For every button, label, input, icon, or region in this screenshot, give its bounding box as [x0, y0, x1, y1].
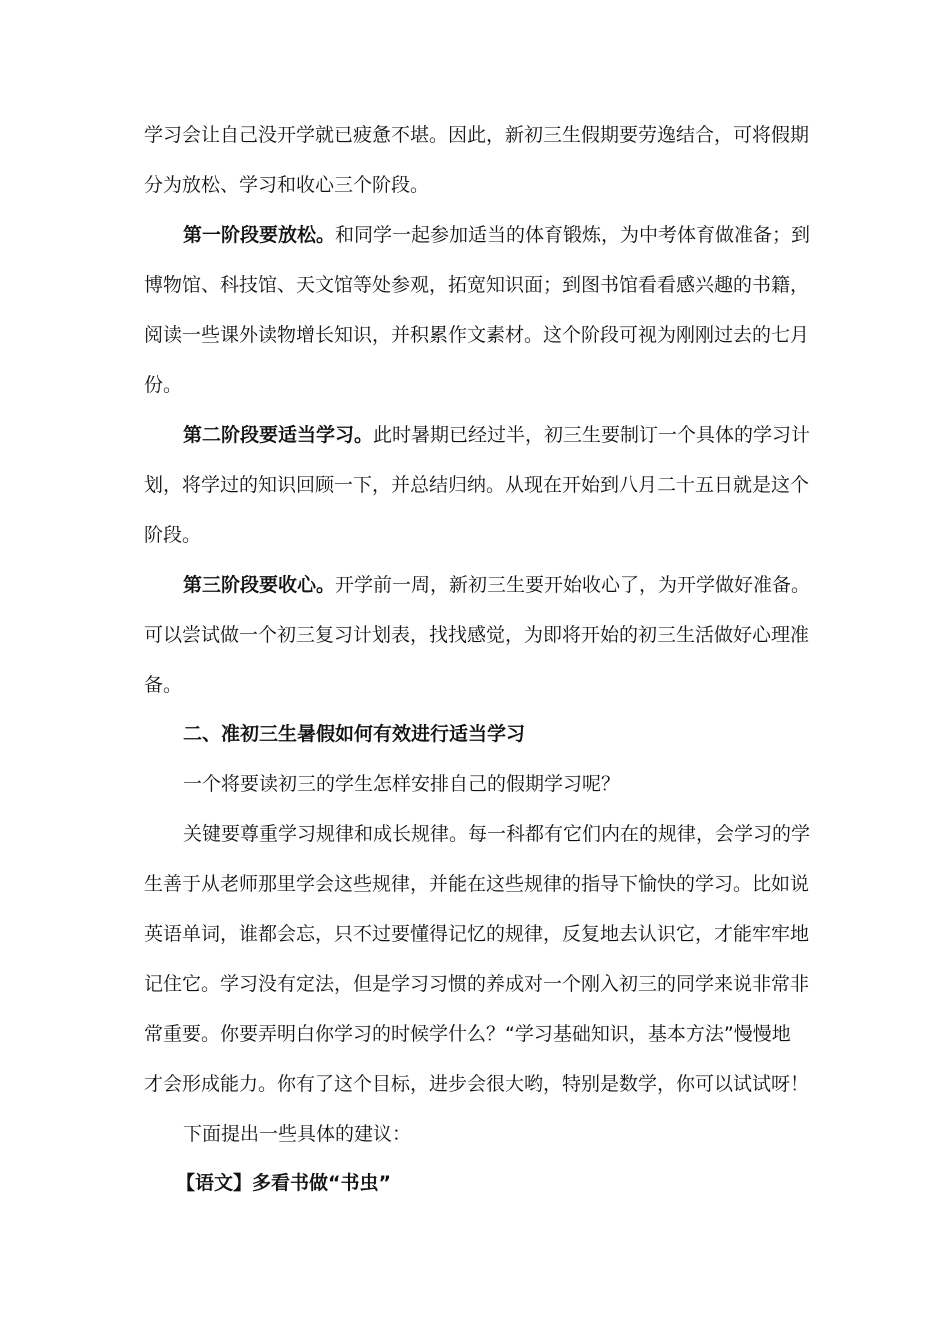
stage2-paragraph-first-line — [183, 422, 810, 448]
paragraph-line: 划，将学过的知识回顾一下，并总结归纳。从现在开始到八月二十五日就是这个 — [144, 474, 810, 496]
paragraph-line: 生善于从老师那里学会这些规律，并能在这些规律的指导下愉快的学习。比如说 — [144, 873, 810, 895]
paragraph-line: 关键要尊重学习规律和成长规律。每一科都有它们内在的规律，会学习的学 — [183, 823, 811, 845]
section-heading: 二、准初三生暑假如何有效进行适当学习 — [183, 723, 526, 745]
paragraph-line: 阅读一些课外读物增长知识，并积累作文素材。这个阶段可视为刚刚过去的七月 — [144, 324, 810, 346]
stage3-heading: 第三阶段要收心。 — [183, 574, 336, 596]
stage1-text: 和同学一起参加适当的体育锻炼，为中考体育做准备；到 — [335, 224, 811, 246]
paragraph-line: 可以尝试做一个初三复习计划表，找找感觉，为即将开始的初三生活做好心理准 — [144, 624, 810, 646]
stage1-heading: 第一阶段要放松。 — [183, 224, 336, 246]
paragraph-line: 记住它。学习没有定法，但是学习习惯的养成对一个刚入初三的同学来说非常非 — [144, 973, 810, 995]
paragraph-line: 常重要。你要弄明白你学习的时候学什么？“学习基础知识，基本方法”慢慢地 — [144, 1023, 791, 1045]
paragraph-line: 学习会让自己没开学就已疲惫不堪。因此，新初三生假期要劳逸结合，可将假期 — [144, 124, 810, 146]
paragraph-line: 才会形成能力。你有了这个目标，进步会很大哟，特别是数学，你可以试试呀！ — [144, 1073, 810, 1095]
stage1-paragraph-first-line — [183, 222, 810, 248]
paragraph-line: 份。 — [144, 374, 183, 396]
chinese-subject-heading: 【语文】多看书做“书虫” — [176, 1172, 391, 1194]
question-line: 一个将要读初三的学生怎样安排自己的假期学习呢？ — [183, 773, 621, 795]
stage2-text: 此时暑期已经过半，初三生要制订一个具体的学习计 — [373, 424, 811, 446]
suggestion-intro: 下面提出一些具体的建议： — [183, 1123, 412, 1145]
paragraph-line: 英语单词，谁都会忘，只不过要懂得记忆的规律，反复地去认识它，才能牢牢地 — [144, 923, 810, 945]
paragraph-line: 阶段。 — [144, 524, 202, 546]
stage3-text: 开学前一周，新初三生要开始收心了，为开学做好准备。 — [335, 574, 811, 596]
stage3-paragraph-first-line — [183, 572, 810, 598]
paragraph-line: 博物馆、科技馆、天文馆等处参观，拓宽知识面；到图书馆看看感兴趣的书籍， — [144, 274, 810, 296]
paragraph-line: 分为放松、学习和收心三个阶段。 — [144, 174, 430, 196]
stage2-heading: 第二阶段要适当学习。 — [183, 424, 374, 446]
paragraph-line: 备。 — [144, 674, 183, 696]
